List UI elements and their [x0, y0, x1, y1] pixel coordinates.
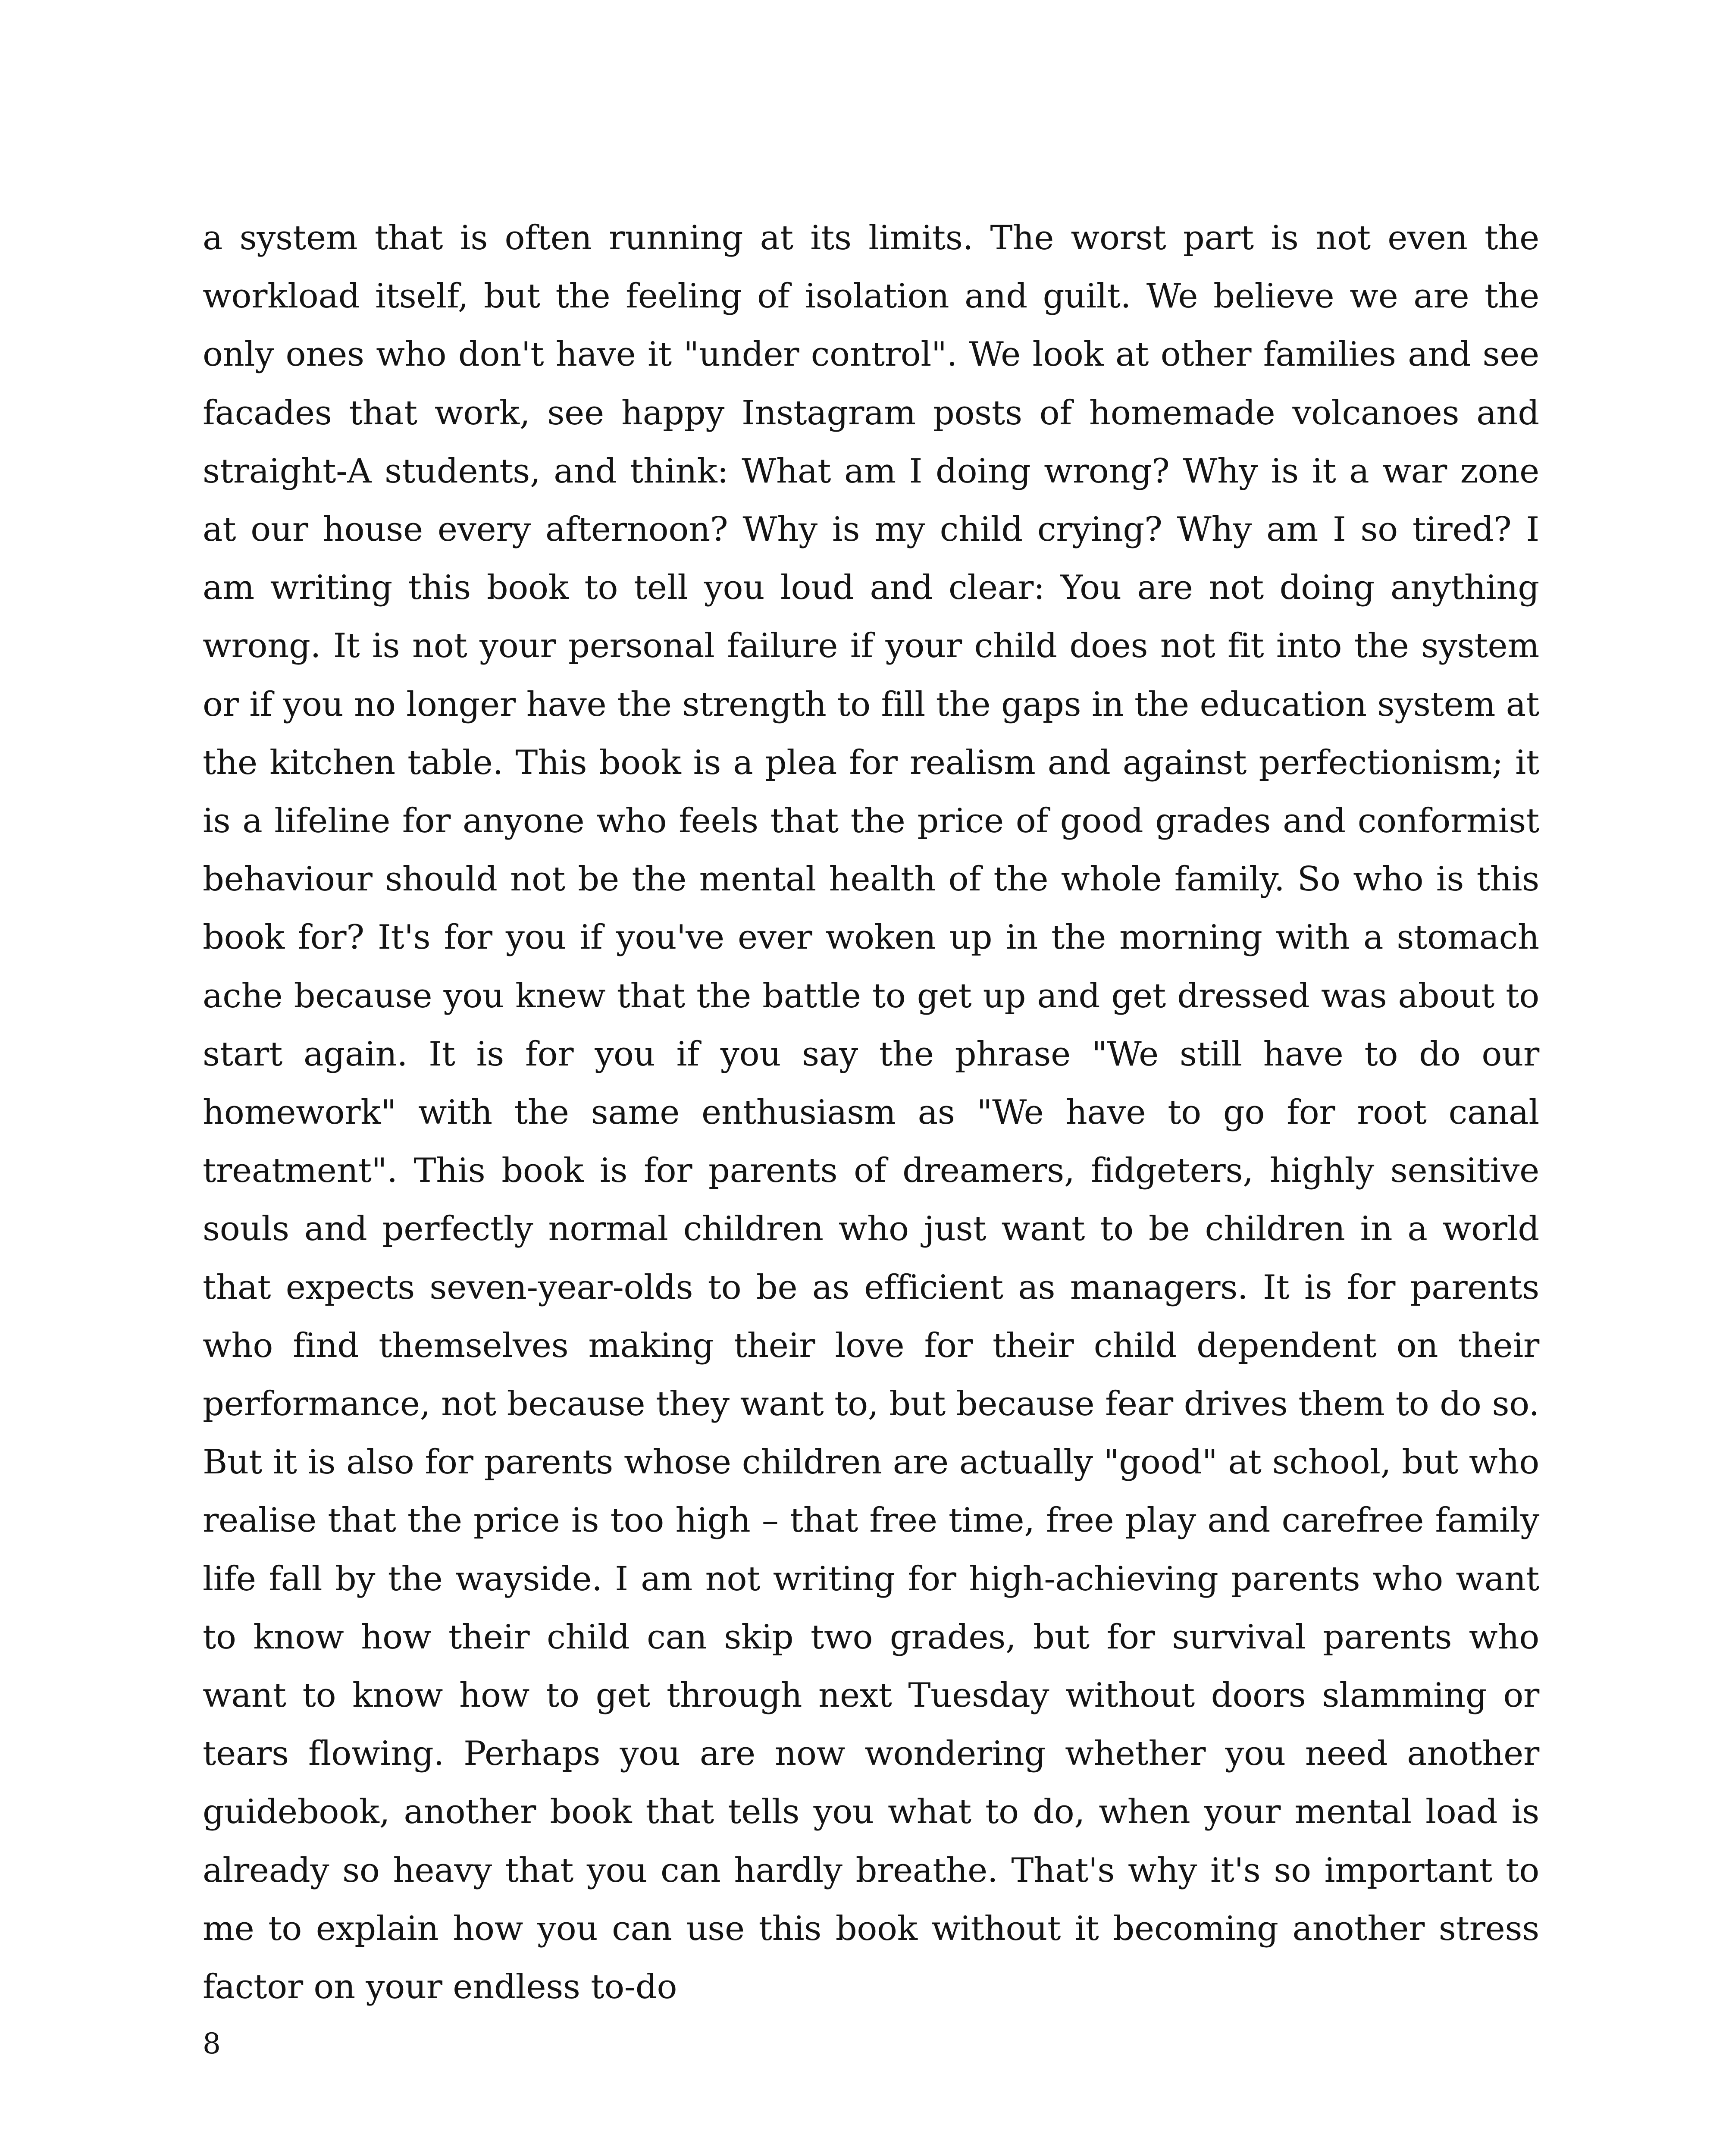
page-number: 8	[203, 2027, 221, 2060]
body-paragraph: a system that is often running at its limits. The worst part is not even the workload itself, but the feeling of isolation and guilt. We believe we are the only ones who don't have it "under control". We look at other families and see facades that work, see happy Instagram posts of homemade volcanoes and straight-A students, and think: What am I doing wrong? Why is it a war zone at our house every afternoon? Why is my child crying? Why am I so tired? I am writing this book to tell you loud and clear: You are not doing anything wrong. It is not your personal failure if your child does not fit into the system or if you no longer have the strength to fill the gaps in the education system at the kitchen table. This book is a plea for realism and against perfectionism; it is a lifeline for anyone who feels that the price of good grades and conformist behaviour should not be the mental health of the whole family. So who is this book for? It's for you if you've ever woken up in the morning with a stomach ache because you knew that the battle to get up and get dressed was about to start again. It is for you if you say the phrase "We still have to do our homework" with the same enthusiasm as "We have to go for root canal treatment". This book is for parents of dreamers, fidgeters, highly sensitive souls and perfectly normal children who just want to be children in a world that expects seven-year-olds to be as efficient as managers. It is for parents who find themselves making their love for their child dependent on their performance, not because they want to, but because fear drives them to do so. But it is also for parents whose children are actually "good" at school, but who realise that the price is too high – that free time, free play and carefree family life fall by the wayside. I am not writing for high-achieving parents who want to know how their child can skip two grades, but for survival parents who want to know how to get through next Tuesday without doors slamming or tears flowing. Perhaps you are now wondering whether you need another guidebook, another book that tells you what to do, when your mental load is already so heavy that you can hardly breathe. That's why it's so important to me to explain how you can use this book without it becoming another stress factor on your endless to-do	[203, 219, 1539, 2007]
